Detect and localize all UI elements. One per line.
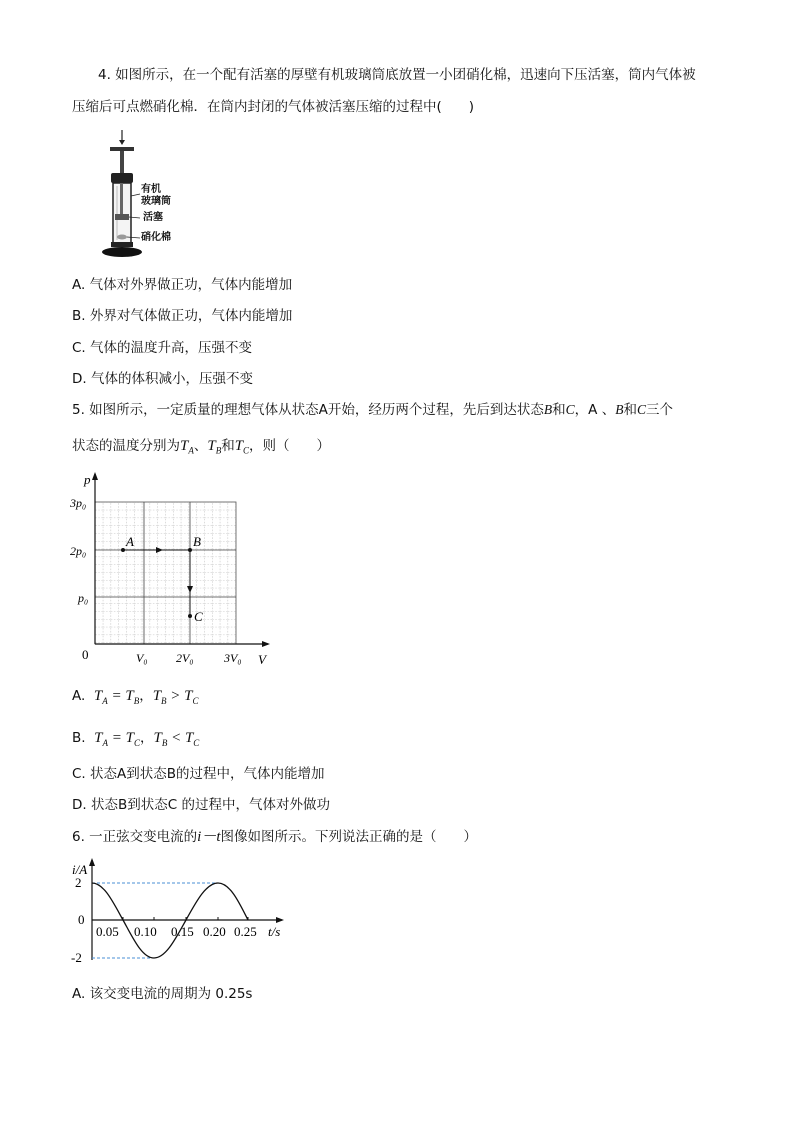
x-tick-3v0: 3V₀ <box>224 651 242 665</box>
q6-y-tick-2: 2 <box>75 875 82 890</box>
q6-stem: 6. 一正弦交变电流的i－t图像如图所示。下列说法正确的是（ ） <box>72 829 478 845</box>
fig-label-cotton: 硝化棉 <box>141 232 171 243</box>
fig-label-organic: 有机 <box>141 184 161 195</box>
q6-option-a: A. 该交变电流的周期为 0.25s <box>72 986 253 1002</box>
q6-y-tick-neg2: -2 <box>71 950 82 965</box>
q5-option-b: B. $T_A = T_C$，$T_B < T_C$ <box>72 730 200 748</box>
y-tick-2p0: 2p₀ <box>70 544 87 558</box>
q4-option-b: B. 外界对气体做正功，气体内能增加 <box>72 308 293 324</box>
q6-x-axis-label: t/s <box>268 924 281 939</box>
q6-it-graph <box>70 856 290 966</box>
q4-option-d: D. 气体的体积减小，压强不变 <box>72 371 253 387</box>
q5-option-d: D. 状态B到状态C 的过程中，气体对外做功 <box>72 797 330 813</box>
point-c-label: C <box>194 609 203 624</box>
q6-y-tick-0: 0 <box>78 912 85 927</box>
point-a-label: A <box>126 534 134 549</box>
q5-option-a: A. $T_A = T_B$，$T_B > T_C$ <box>72 688 199 706</box>
q6-y-axis-label: i/A <box>72 862 88 877</box>
y-axis-label: p <box>84 472 91 487</box>
q4-option-c: C. 气体的温度升高，压强不变 <box>72 340 253 356</box>
q6-x-tick-025: 0.25 <box>234 924 257 939</box>
q4-stem-line2: 压缩后可点燃硝化棉．在筒内封闭的气体被活塞压缩的过程中( ) <box>72 99 475 115</box>
q4-option-a: A. 气体对外界做正功，气体内能增加 <box>72 277 293 293</box>
q6-x-tick-015: 0.15 <box>171 924 194 939</box>
point-b-label: B <box>193 534 201 549</box>
origin-label: 0 <box>82 647 89 662</box>
q6-x-tick-010: 0.10 <box>134 924 157 939</box>
q5-pv-graph <box>68 468 278 673</box>
q6-x-tick-020: 0.20 <box>203 924 226 939</box>
q4-stem-line1: 4. 如图所示，在一个配有活塞的厚壁有机玻璃筒底放置一小团硝化棉，迅速向下压活塞，筒内气体被 <box>98 67 696 83</box>
q5-stem-line2: 状态的温度分别为$T_A$、$T_B$和$T_C$，则（ ） <box>72 438 331 456</box>
q5-option-c: C. 状态A到状态B的过程中，气体内能增加 <box>72 766 325 782</box>
y-tick-3p0: 3p₀ <box>70 496 87 510</box>
x-tick-v0: V₀ <box>136 651 148 665</box>
fig-label-piston: 活塞 <box>143 212 163 223</box>
x-axis-label: V <box>258 652 266 667</box>
y-tick-p0: p₀ <box>78 591 89 605</box>
fig-label-glass-tube: 玻璃筒 <box>141 196 171 207</box>
x-tick-2v0: 2V₀ <box>176 651 194 665</box>
q5-stem-line1: 5. 如图所示，一定质量的理想气体从状态A开始，经历两个过程，先后到达状态B和C，A 、B和C三个 <box>72 402 673 418</box>
q6-x-tick-005: 0.05 <box>96 924 119 939</box>
